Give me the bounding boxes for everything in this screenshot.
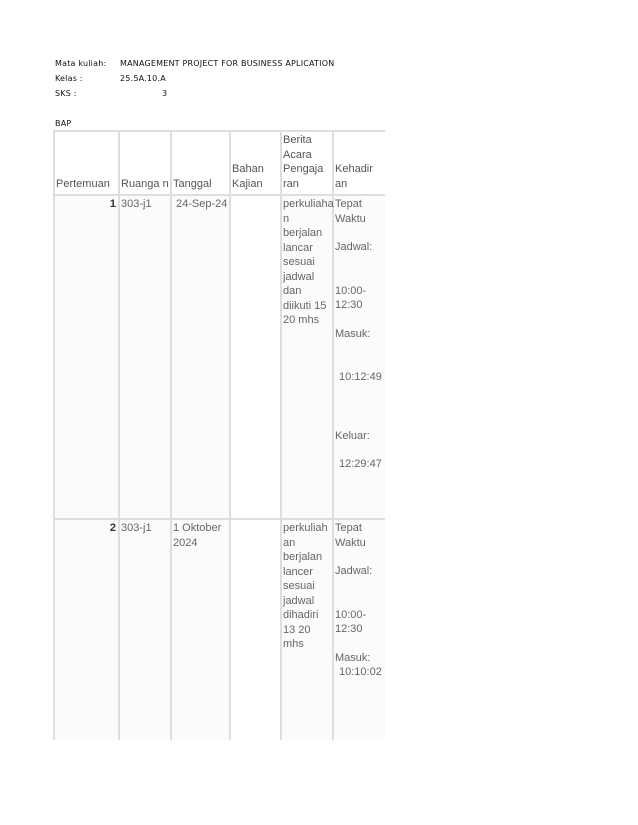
masuk-value: 10:10:02 [339, 666, 382, 678]
header-pertemuan: Pertemuan [54, 131, 119, 195]
tepat-waktu-status: Tepat Waktu [335, 522, 366, 549]
cell-berita-acara: perkuliah an berjalan lancer sesuai jadwal dihadiri 13 20 mhs [281, 519, 333, 740]
table-header-row [54, 131, 385, 195]
masuk-label: Masuk: [335, 327, 371, 340]
tepat-waktu-status: Tepat Waktu [335, 198, 366, 225]
section-title: BAP [55, 119, 72, 128]
cell-tanggal: 24-Sep-24 [171, 195, 230, 519]
table-row [54, 195, 385, 519]
bap-table-viewport [53, 130, 385, 740]
jadwal-label: Jadwal: [335, 565, 373, 577]
cell-bahan-kajian [230, 195, 281, 519]
cell-kehadiran [333, 195, 385, 519]
header-tanggal: Tanggal [171, 131, 230, 195]
cell-ruangan: 303-j1 [119, 195, 171, 519]
cell-tanggal: 1 Oktober 2024 [171, 519, 230, 740]
cell-pertemuan: 1 [54, 195, 119, 519]
kelas-value: 25.5A.10.A [120, 74, 166, 83]
sks-label: SKS : [55, 89, 77, 98]
jadwal-label: Jadwal: [335, 241, 373, 253]
cell-kehadiran [333, 519, 385, 740]
header-kehadiran: Kehadir an [333, 131, 385, 195]
masuk-value: 10:12:49 [339, 371, 382, 383]
masuk-label: Masuk: [335, 651, 371, 664]
kelas-label: Kelas : [55, 74, 83, 83]
header-bahan-kajian: Bahan Kajian [230, 131, 281, 195]
jadwal-value: 10:00- 12:30 [335, 284, 367, 311]
mata-kuliah-value: MANAGEMENT PROJECT FOR BUSINESS APLICATION [120, 59, 335, 68]
cell-pertemuan: 2 [54, 519, 119, 740]
sks-value: 3 [162, 89, 168, 98]
bap-table [53, 130, 385, 740]
table-row [54, 519, 385, 740]
header-ruangan: Ruanga n [119, 131, 171, 195]
keluar-value: 12:29:47 [339, 458, 382, 470]
cell-berita-acara: perkuliaha n berjalan lancar sesuai jadwal dan diikuti 15 20 mhs [281, 195, 333, 519]
mata-kuliah-label: Mata kuliah: [55, 59, 107, 68]
cell-bahan-kajian [230, 519, 281, 740]
jadwal-value: 10:00- 12:30 [335, 608, 367, 635]
keluar-label: Keluar: [335, 429, 370, 442]
header-berita-acara: Berita Acara Pengaja ran [281, 131, 333, 195]
cell-ruangan: 303-j1 [119, 519, 171, 740]
